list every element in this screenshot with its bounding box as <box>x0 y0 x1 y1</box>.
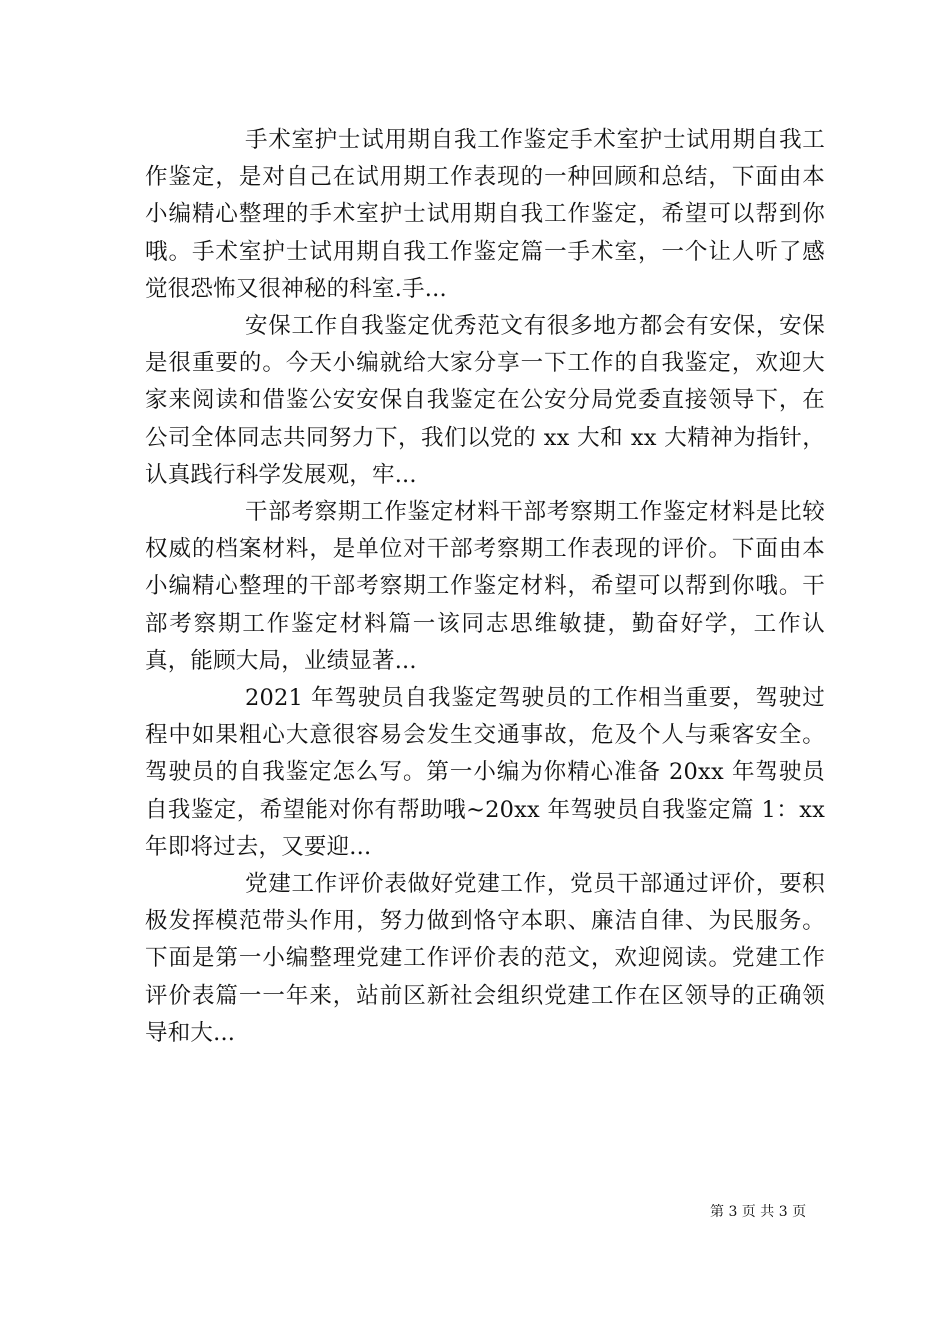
paragraph-cadre-evaluation: 干部考察期工作鉴定材料干部考察期工作鉴定材料是比较权威的档案材料，是单位对干部考察期工作表现的评价。下面由本小编精心整理的干部考察期工作鉴定材料，希望可以帮到你哦。干部考察期工作鉴定材料篇一该同志思维敏捷，勤奋好学，工作认真，能顾大局，业绩显著... <box>145 499 825 674</box>
paragraph-security-work: 安保工作自我鉴定优秀范文有很多地方都会有安保，安保是很重要的。今天小编就给大家分享一下工作的自我鉴定，欢迎大家来阅读和借鉴公安安保自我鉴定在公安分局党委直接领导下，在公司全体同志共同努力下，我们以党的 xx 大和 xx 大精神为指针，认真践行科学发展观，牢... <box>145 313 825 488</box>
paragraph-party-building: 党建工作评价表做好党建工作，党员干部通过评价，要积极发挥模范带头作用，努力做到恪守本职、廉洁自律、为民服务。下面是第一小编整理党建工作评价表的范文，欢迎阅读。党建工作评价表篇一一年来，站前区新社会组织党建工作在区领导的正确领导和大... <box>145 871 825 1046</box>
document-body <box>145 122 825 1052</box>
paragraph-driver-self-evaluation: 2021 年驾驶员自我鉴定驾驶员的工作相当重要，驾驶过程中如果粗心大意很容易会发生交通事故，危及个人与乘客安全。驾驶员的自我鉴定怎么写。第一小编为你精心准备 20xx 年驾驶员自我鉴定，希望能对你有帮助哦~20xx 年驾驶员自我鉴定篇 1：xx 年即将过去，又要迎... <box>145 685 825 860</box>
paragraph-surgical-nurse: 手术室护士试用期自我工作鉴定手术室护士试用期自我工作鉴定，是对自己在试用期工作表现的一种回顾和总结，下面由本小编精心整理的手术室护士试用期自我工作鉴定，希望可以帮到你哦。手术室护士试用期自我工作鉴定篇一手术室，一个让人听了感觉很恐怖又很神秘的科室.手... <box>145 127 825 302</box>
page-number-footer: 第 3 页 共 3 页 <box>710 1204 807 1220</box>
